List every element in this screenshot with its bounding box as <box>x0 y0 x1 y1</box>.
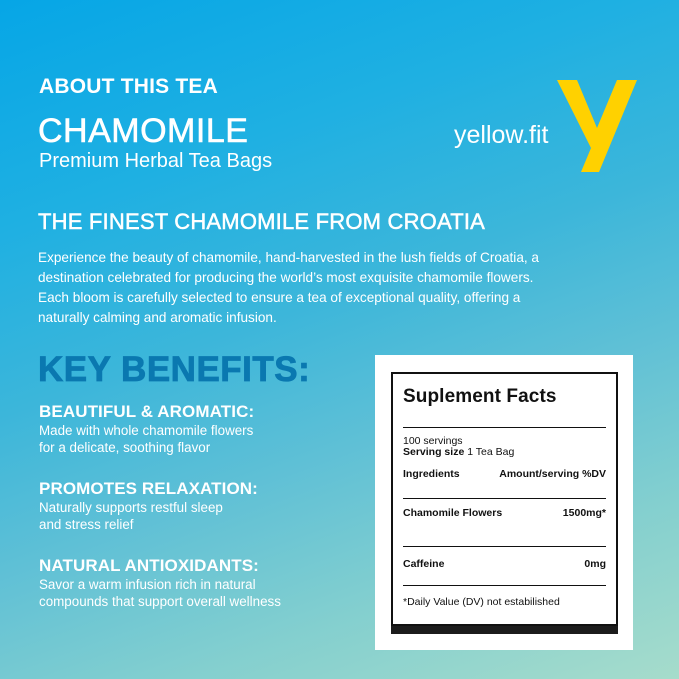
facts-title: Suplement Facts <box>403 386 557 407</box>
key-benefits-title: KEY BENEFITS: <box>38 350 311 389</box>
benefit-desc-line: for a delicate, soothing flavor <box>39 440 211 455</box>
supplement-facts-panel <box>391 372 618 626</box>
servings-count: 100 servings <box>403 435 463 447</box>
benefit-title: NATURAL ANTIOXIDANTS: <box>39 556 259 575</box>
serving-size-label: Serving size <box>403 446 465 458</box>
benefit-desc-line: Made with whole chamomile flowers <box>39 423 254 438</box>
benefit-item <box>39 402 339 456</box>
dv-footnote: *Daily Value (DV) not estabilished <box>403 596 560 608</box>
supplement-facts-card <box>375 355 633 650</box>
divider <box>403 585 606 586</box>
serving-size-value: 1 Tea Bag <box>467 446 515 458</box>
eyebrow-heading: ABOUT THIS TEA <box>39 75 218 98</box>
benefit-desc-line: compounds that support overall wellness <box>39 594 281 609</box>
benefit-title: PROMOTES RELAXATION: <box>39 479 258 498</box>
brand-name: yellow.fit <box>454 121 549 149</box>
divider <box>403 427 606 428</box>
product-subtitle: Premium Herbal Tea Bags <box>39 150 273 172</box>
ingredient-amount: 0mg <box>584 558 606 570</box>
facts-bottom-bar <box>391 626 618 634</box>
benefit-desc-line: Savor a warm infusion rich in natural <box>39 577 256 592</box>
ingredient-name: Chamomile Flowers <box>403 507 503 519</box>
intro-heading: THE FINEST CHAMOMILE FROM CROATIA <box>38 209 486 234</box>
intro-paragraph: Experience the beauty of chamomile, hand-harvested in the lush fields of Croatia, a destination celebrated for producing the world’s most exquisite chamomile flowers. Each bloom is carefully selected to ensure a tea of exceptional quality, offering a naturally calming and aromatic infusion. <box>38 250 539 325</box>
ingredient-name: Caffeine <box>403 558 445 570</box>
benefit-desc-line: Naturally supports restful sleep <box>39 500 223 515</box>
benefit-item <box>39 556 339 610</box>
benefit-title: BEAUTIFUL & AROMATIC: <box>39 402 255 421</box>
divider <box>403 546 606 547</box>
divider <box>403 498 606 499</box>
ingredients-column-header: Ingredients <box>403 468 460 480</box>
benefit-desc-line: and stress relief <box>39 517 134 532</box>
product-name: CHAMOMILE <box>38 112 249 150</box>
serving-size <box>403 446 514 458</box>
ingredient-amount: 1500mg* <box>562 507 606 519</box>
benefit-item <box>39 479 339 533</box>
amount-column-header: Amount/serving %DV <box>499 468 606 480</box>
yellow-y-logo-icon <box>555 78 639 174</box>
